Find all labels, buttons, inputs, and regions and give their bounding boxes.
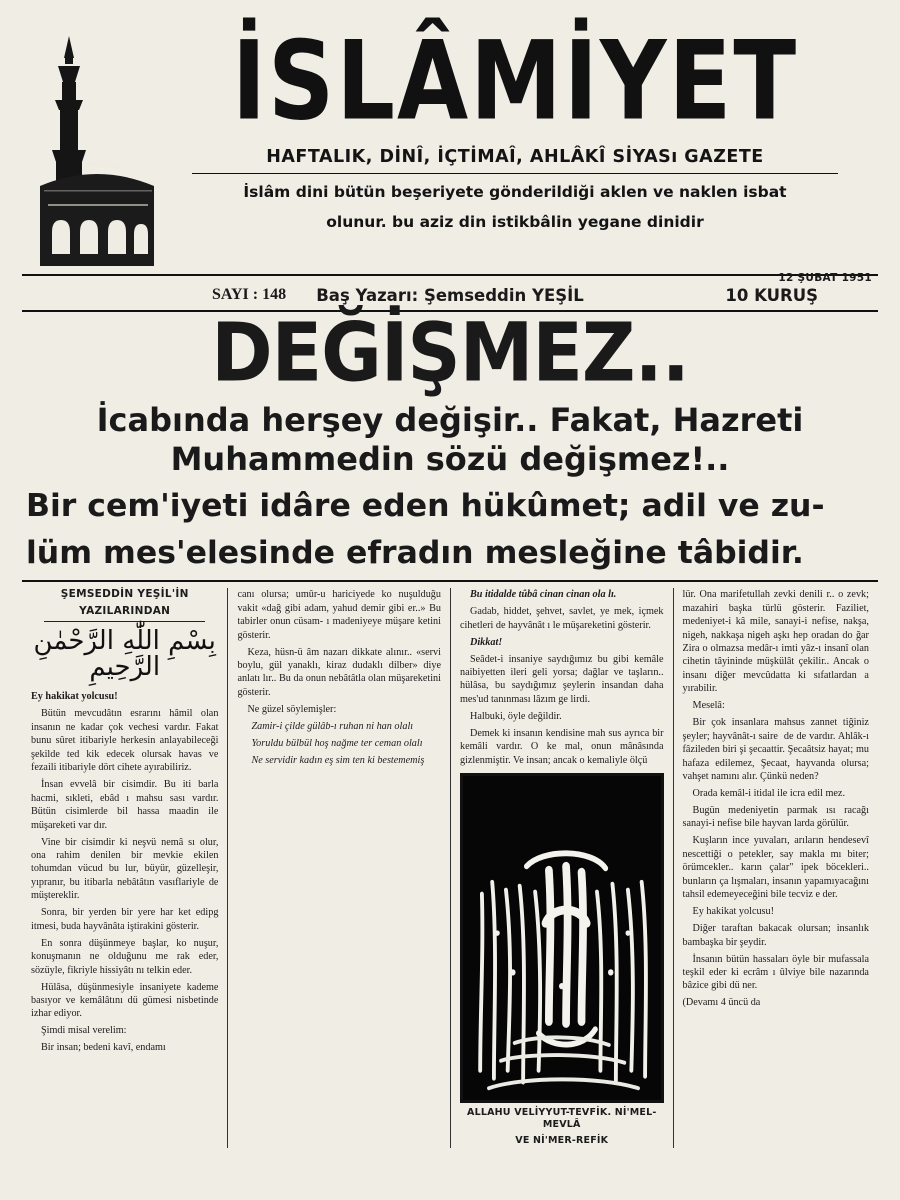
paragraph: Bir çok insanlara mahsus zannet tiğiniz şeyler; hayvânât-ı saire de de vardır. Ahlâk-ı fâzileden biri şi şecaattir. Şecaâtsiz hayat; mu hafaza edilemez, Şecaat, hayvanda olursa; vahşet namını alır. Çünkü neden? (682, 717, 869, 783)
figure-caption-line2: VE Nİ'MER-REFİK (515, 1134, 609, 1146)
masthead (22, 16, 878, 266)
headline-deck-line2: lüm mes'elesinde efradın mesleğine tâbidir. (26, 535, 804, 572)
paragraph: Hülâsa, düşünmesiyle insaniyete kademe basıyor ve kemâlâtını dü gümesi nisbetinde izhar ediyor. (31, 981, 219, 1020)
editor-name: Baş Yazarı: Şemseddin YEŞİL (316, 286, 584, 305)
paragraph: Kuşların ince yuvaları, arıların hendesevî nescettiği o petekler, say makla mı biter; örümcekler.. karın çalar" ipek böcekleri.. bunların ça lışmaları, insanın yapamıyacağını tahsil edemeyeceğini bile tecviz e der. (682, 835, 869, 901)
divider-headline-bottom (22, 580, 878, 582)
divider-byline (44, 621, 205, 622)
paragraph: Ey hakikat yolcusu! (692, 906, 775, 918)
column-2 (227, 588, 450, 1148)
column-4 (673, 588, 878, 1148)
section-subhead: Bu itidalde tûbâ cinan cinan ola lı. (469, 589, 617, 601)
byline-line1: ŞEMSEDDİN YEŞİL'İN (60, 588, 189, 601)
masthead-subtitle: HAFTALIK, DİNÎ, İÇTİMAÎ, AHLÂKÎ SİYASı GAZETE (266, 147, 764, 168)
paragraph: Sonra, bir yerden bir yere har ket edipg itmesi, buda hayvânâta iştirakini gösterir. (31, 907, 219, 932)
paragraph: Halbuki, öyle değildir. (469, 710, 562, 722)
masthead-motto-line2: olunur. bu aziz din istikbâlin yegane dinidir (326, 212, 704, 231)
paragraph: Şimdi misal verelim: (41, 1025, 127, 1037)
price-label: 10 KURUŞ (725, 286, 818, 305)
headline-sub-line2: Muhammedin sözü değişmez!.. (170, 440, 730, 479)
allah-calligraphy-image (460, 773, 664, 1103)
paragraph: Ne güzel söylemişler: (247, 703, 337, 715)
paragraph: lür. Ona marifetullah zevki denili r.. o zevk; mazahiri başka türlü gösterir. Faziliet, medeniyet-i kâ mile, sanayi-i nefise, nakşa, nigeh, nakkaşa nigeh aşkı hep oradan do ğar Zira o olmazsa medâr-ı imti yâz-ı insanî olan cihetin tâyininde müşkülât çekilir.. Ancak o insanı diğer mevcûdatta ki sıfatlardan a yırabilir. (682, 589, 869, 695)
paragraph: Demek ki insanın kendisine mah sus ayrıca bir kemâli vardır. O ke mal, onun mânâsında gizlenmiştir. Ve insan; ancak o kemaliyle ölçü (459, 727, 664, 766)
continuation-note: (Devamı 4 üncü da (682, 997, 761, 1009)
paragraph: Diğer taraftan bakacak olursan; insanlık bambaşka bir şeydir. (682, 923, 869, 948)
byline-line2: YAZILARINDAN (79, 604, 171, 617)
paragraph: Seâdet-i insaniye saydığımız bu gibi kemâle naibiyetten ileri geli yorsa; dağlar ve taşların.. hülâsa, bu saydığımız şeylerin insandan daha mes'ud tanınması lâzım ge lirdi. (459, 653, 664, 705)
headline-zone (22, 305, 878, 572)
mosque-minaret-icon (22, 36, 157, 266)
headline-deck-line1: Bir cem'iyeti idâre eden hükûmet; adil ve zu- (26, 487, 825, 524)
paragraph: Bugün medeniyetin parmak ısı racağı sanayi-i nefise bile hayvan larda görülür. (682, 805, 869, 830)
paragraph: Bütün mevcudâtın esrarını hâmil olan insanın ne kadar çok vechesi vardır. Fakat bunu sûret itibariyle herkesin anlayabileceği şekilde ted kik edecek olursak havas ve fezaili itibariyle dört cihete ayırabiliriz. (31, 708, 219, 774)
column-3 (450, 588, 673, 1148)
paragraph: Meselâ: (692, 700, 725, 712)
masthead-motto-line1: İslâm dini bütün beşeriyete gönderildiği aklen ve naklen isbat (243, 183, 787, 202)
issue-number: SAYI : 148 (212, 286, 287, 303)
title-block (152, 18, 878, 233)
divider-thin (192, 173, 838, 174)
article-columns (22, 588, 878, 1148)
paragraph: Orada kemâl-i itidal ile icra edil mez. (692, 788, 845, 800)
paragraph: canı olursa; umûr-u hariciyede ko nuşulduğu vakit «dağ gibi adam, yahud demir gibi er..» Bu tabirler onun cüsam- ı madeniyeye müşare ketini gösterir. (237, 589, 441, 641)
verse-line: Ne servidir kadın eş sim ten ki bestememiş (251, 754, 425, 766)
verse-line: Zamir-i çilde gülâb-ı ruhan ni han olalı (251, 720, 414, 732)
paragraph: Vine bir cisimdir ki neşvü nemâ sı olur, ona rahim denilen bir mevkie ekilen tohumdan vücud bu lur, büyür, güzelleşir, yıpranır, bu itibarla nebâtâtın vasıflariyle de müştereklir. (31, 836, 219, 902)
paragraph: En sonra düşünmeye başlar, ko nuşur, konuşmanın ne olduğunu me rak eder, sözüyle, fikriyle hissiyâtı nı telkin eder. (31, 937, 219, 976)
paragraph: Gadab, hiddet, şehvet, savlet, ye mek, içmek cihetleri de hayvânât ı le müşareketini gösterir. (459, 606, 664, 631)
paragraph: Bir insan; bedeni kavî, endamı (41, 1042, 166, 1054)
headline-main: DEĞİŞMEZ.. (211, 305, 689, 401)
verse-line: Yoruldu bülbül hoş nağme ter ceman olalı (251, 737, 423, 749)
headline-sub-line1: İcabında herşey değişir.. Fakat, Hazreti (96, 401, 804, 440)
page-title: İSLÂMİYET (231, 18, 799, 145)
calligraphy-figure (460, 773, 664, 1147)
figure-caption-line1: ALLAHU VELİYYUT-TEVFİK. Nİ'MEL-MEVLÂ (467, 1107, 657, 1131)
paragraph: İnsanın bütün hassaları öyle bir mufassala teşkil eder ki ecrâm ı ûlviye bile nazarında bâzice gibi dü ner. (682, 953, 869, 992)
column-1 (22, 588, 227, 1148)
info-bar (22, 272, 878, 308)
paragraph: İnsan evvelâ bir cisimdir. Bu iti barla hacmi, sıkleti, ebâd ı mahsu sası vardır. Bütün cisimlerde bil hassa maadin ile müşareketi var dır. (31, 779, 219, 831)
paragraph: Ey hakikat yolcusu! (31, 691, 118, 703)
issue-date: 12 ŞUBAT 1951 (778, 272, 872, 284)
paragraph: Keza, hüsn-ü âm nazarı dikkate alınır.. «servi boylu, gül yanaklı, kiraz dudaklı dilber» diye anlatı lır.. Bu da onun nebâtâtla olan müşareketini gösterir. (237, 646, 441, 698)
section-subhead: Dikkat! (469, 636, 503, 648)
besmele-arabic-text: بِسْمِ اللّٰهِ الرَّحْمٰنِ الرَّحِيمِ (33, 626, 216, 683)
